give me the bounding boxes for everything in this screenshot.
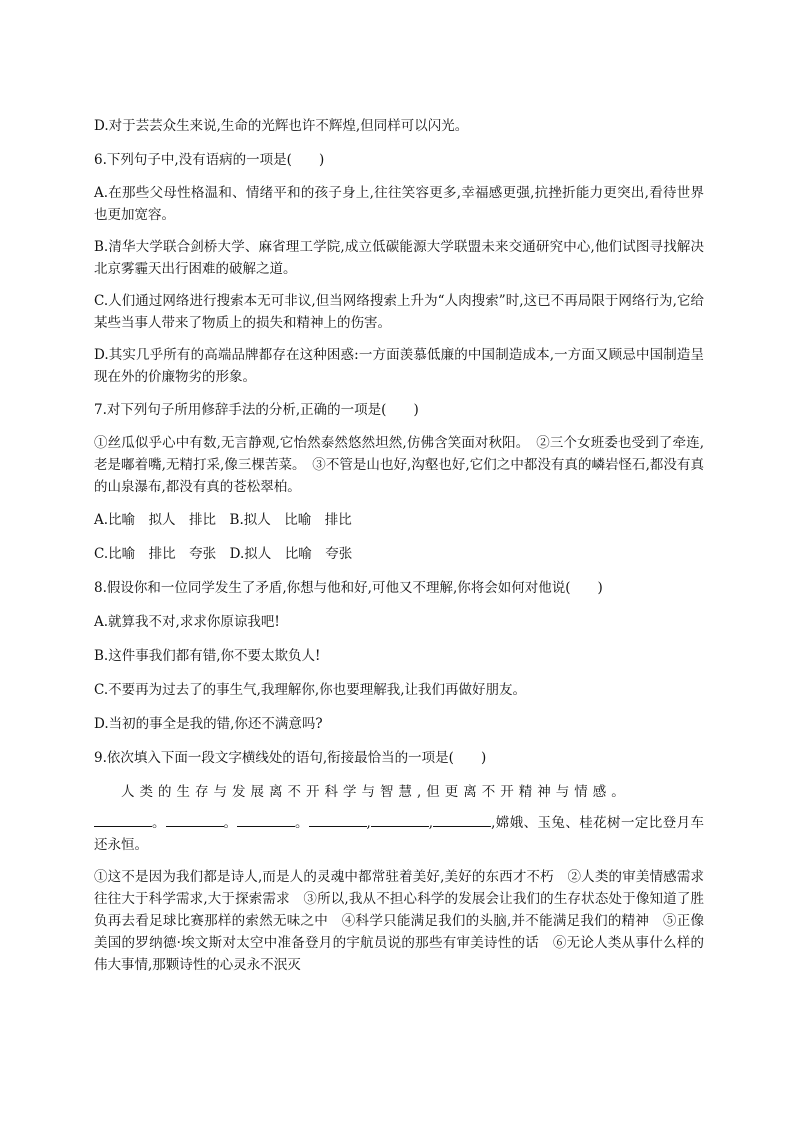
q9-sep-4: , bbox=[366, 815, 371, 831]
q8-option-c: C.不要再为过去了的事生气,我理解你,你也要理解我,让我们再做好朋友。 bbox=[94, 682, 527, 698]
q7-options-cd: C.比喻 排比 夸张 D.拟人 比喻 夸张 bbox=[94, 546, 353, 562]
q6-option-c: C.人们通过网络进行搜索本无可非议,但当网络搜索上升为“人肉搜索”时,这已不再局限于网络行为,它给某些当事人带来了物质上的损失和精神上的伤害。 bbox=[94, 293, 704, 331]
q9-stem: 9.依次填入下面一段文字横线处的语句,衔接最恰当的一项是( ) bbox=[94, 750, 487, 766]
q9-lead-sentence: 人类的生存与发展离不开科学与智慧,但更离不开精神与情感。 bbox=[121, 784, 630, 800]
q9-blanks-passage bbox=[94, 812, 704, 856]
q8-option-d: D.当初的事全是我的错,你还不满意吗? bbox=[94, 716, 323, 732]
q8-option-a: A.就算我不对,求求你原谅我吧! bbox=[94, 614, 280, 630]
q5-option-d: D.对于芸芸众生来说,生命的光辉也许不辉煌,但同样可以闪光。 bbox=[94, 118, 469, 134]
q9-sep-1: 。 bbox=[152, 815, 166, 831]
q8-option-b: B.这件事我们都有错,你不要太欺负人! bbox=[94, 648, 321, 664]
q9-sentence-options: ①这不是因为我们都是诗人,而是人的灵魂中都常驻着美好,美好的东西才不朽 ②人类的审美情感需求往往大于科学需求,大于探索需求 ③所以,我从不担心科学的发展会让我们的生存状态处于像知道了胜负再去看足球比赛那样的索然无味之中 ④科学只能满足我们的头脑,并不能满足我们的精神 ⑤正像美国的罗纳德·埃文斯对太空中准备登月的宇航员说的那些有审美诗性的话 ⑥无论人类从事什么样的伟大事情,那颗诗性的心灵永不泯灭 bbox=[94, 869, 704, 973]
q7-options-ab: A.比喻 拟人 排比 B.拟人 比喻 排比 bbox=[94, 512, 352, 528]
q9-sep-5: , bbox=[428, 815, 434, 831]
q6-option-a: A.在那些父母性格温和、情绪平和的孩子身上,往往笑容更多,幸福感更强,抗挫折能力更突出,看待世界也更加宽容。 bbox=[94, 185, 704, 223]
q8-stem: 8.假设你和一位同学发生了矛盾,你想与他和好,可他又不理解,你将会如何对他说( ) bbox=[94, 580, 603, 596]
q9-blank-6 bbox=[433, 812, 491, 827]
q6-option-b: B.清华大学联合剑桥大学、麻省理工学院,成立低碳能源大学联盟未来交通研究中心,他们试图寻找解决北京雾霾天出行困难的破解之道。 bbox=[94, 239, 704, 277]
q9-blank-3 bbox=[237, 812, 295, 827]
q9-sep-3: 。 bbox=[295, 815, 309, 831]
q7-stem: 7.对下列句子所用修辞手法的分析,正确的一项是( ) bbox=[94, 402, 419, 418]
q6-option-d: D.其实几乎所有的高端品牌都存在这种困惑:一方面羡慕低廉的中国制造成本,一方面又顾忌中国制造呈现在外的价廉物劣的形象。 bbox=[94, 347, 704, 385]
q9-blank-4 bbox=[309, 812, 367, 827]
q9-sep-2: 。 bbox=[223, 815, 237, 831]
q9-blank-5 bbox=[371, 812, 429, 827]
q9-blank-1 bbox=[94, 812, 152, 827]
q9-tail-text: ,嫦娥、玉兔、桂花树一定比登月车还永恒。 bbox=[94, 815, 704, 853]
worksheet-page bbox=[94, 114, 704, 986]
q7-passage: ①丝瓜似乎心中有数,无言静观,它怡然泰然悠然坦然,仿佛含笑面对秋阳。 ②三个女班委也受到了牵连,老是嘟着嘴,无精打采,像三棵苦菜。 ③不管是山也好,沟壑也好,它们之中都没有真的嶙岩怪石,都没有真的山泉瀑布,都没有真的苍松翠柏。 bbox=[94, 435, 704, 495]
q9-blank-2 bbox=[166, 812, 224, 827]
q6-stem: 6.下列句子中,没有语病的一项是( ) bbox=[94, 152, 325, 168]
